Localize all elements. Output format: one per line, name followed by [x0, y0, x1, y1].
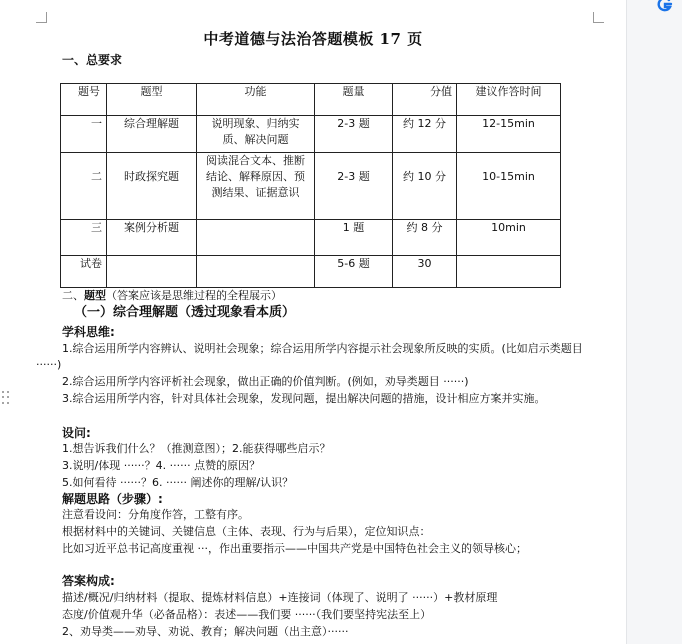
answer-item: 描述/概况/归纳材料（提取、提炼材料信息）+连接词（体现了、说明了 ······）+教材原理 [62, 591, 498, 604]
table-cell: 10min [457, 220, 561, 256]
table-cell: 12-15min [457, 116, 561, 153]
answer-item: 态度/价值观升华（必备品格）：表述——我们要 ······（我们要坚持宪法至上） [62, 608, 432, 621]
section-label: 题型 [84, 289, 106, 302]
question-item: 1.想告诉我们什么？（推测意图）；2.能获得哪些启示？ [62, 442, 331, 455]
thinking-item: 3.综合运用所学内容，针对具体社会现象，发现问题，提出解决问题的措施，设计相应方案并实施。 [62, 392, 546, 405]
answer-label: 答案构成: [62, 574, 115, 588]
table-cell: 二 [61, 153, 107, 220]
section-note: （答案应该是思维过程的全程展示） [106, 289, 282, 302]
drag-handle-icon[interactable] [2, 391, 10, 405]
table-header-row [61, 84, 561, 116]
table-cell: 2-3 题 [315, 116, 393, 153]
page-corner-mark-right [593, 12, 604, 23]
side-panel [626, 0, 682, 644]
requirements-table [60, 83, 561, 288]
table-row [61, 153, 561, 220]
thinking-item: 2.综合运用所学内容评析社会现象，做出正确的价值判断。(例如，劝导类题目 ······) [62, 375, 469, 388]
table-header-cell: 建议作答时间 [457, 84, 561, 116]
steps-label: 解题思路（步骤）: [62, 492, 163, 506]
steps-item: 根据材料中的关键词、关键信息（主体、表现、行为与后果），定位知识点： [62, 525, 431, 538]
table-row [61, 256, 561, 288]
table-header-cell: 题型 [107, 84, 197, 116]
table-cell [197, 256, 315, 288]
thinking-label: 学科思维: [62, 325, 115, 339]
table-header-cell: 分值 [393, 84, 457, 116]
table-cell: 2-3 题 [315, 153, 393, 220]
document-title: 中考道德与法治答题模板 17 页 [203, 30, 423, 48]
table-row [61, 220, 561, 256]
section-number: 二、 [62, 289, 84, 302]
table-cell: 30 [393, 256, 457, 288]
table-cell: 约 8 分 [393, 220, 457, 256]
table-cell: 综合理解题 [107, 116, 197, 153]
steps-item: 注意看设问：分角度作答，工整有序。 [62, 508, 249, 521]
table-header-cell: 题量 [315, 84, 393, 116]
table-cell [107, 256, 197, 288]
table-row [61, 116, 561, 153]
table-cell [457, 256, 561, 288]
table-cell: 案例分析题 [107, 220, 197, 256]
question-item: 5.如何看待 ······？6. ······ 阐述你的理解/认识？ [62, 476, 294, 489]
table-cell: 一 [61, 116, 107, 153]
table-cell: 时政探究题 [107, 153, 197, 220]
thinking-item: 1.综合运用所学内容辨认、说明社会现象；综合运用所学内容提示社会现象所反映的实质。(比如启示类题目 ······) [36, 342, 583, 371]
table-cell: 阅读混合文本、推断结论、解释原因、预测结果、证据意识 [197, 153, 315, 220]
table-cell: 三 [61, 220, 107, 256]
question-label: 设问: [62, 426, 91, 440]
table-cell: 10-15min [457, 153, 561, 220]
table-cell: 5-6 题 [315, 256, 393, 288]
section-heading-question-types [62, 288, 282, 304]
question-item: 3.说明/体现 ······？4. ······ 点赞的原因？ [62, 459, 261, 472]
table-cell: 约 10 分 [393, 153, 457, 220]
steps-item: 比如习近平总书记高度重视 ···，作出重要指示——中国共产党是中国特色社会主义的领导核心； [62, 542, 527, 555]
google-g-icon[interactable] [655, 0, 675, 12]
table-cell: 试卷 [61, 256, 107, 288]
page-corner-mark-left [36, 12, 47, 23]
section-heading-general: 一、总要求 [62, 53, 123, 67]
table-cell: 约 12 分 [393, 116, 457, 153]
table-header-cell: 功能 [197, 84, 315, 116]
table-cell [197, 220, 315, 256]
table-header-cell: 题号 [61, 84, 107, 116]
answer-item: 2、劝导类——劝导、劝说、教育；解决问题（出主意）······ [62, 625, 349, 638]
table-cell: 1 题 [315, 220, 393, 256]
subsection-heading: （一）综合理解题（透过现象看本质） [74, 305, 296, 320]
table-cell: 说明现象、归纳实质、解决问题 [197, 116, 315, 153]
